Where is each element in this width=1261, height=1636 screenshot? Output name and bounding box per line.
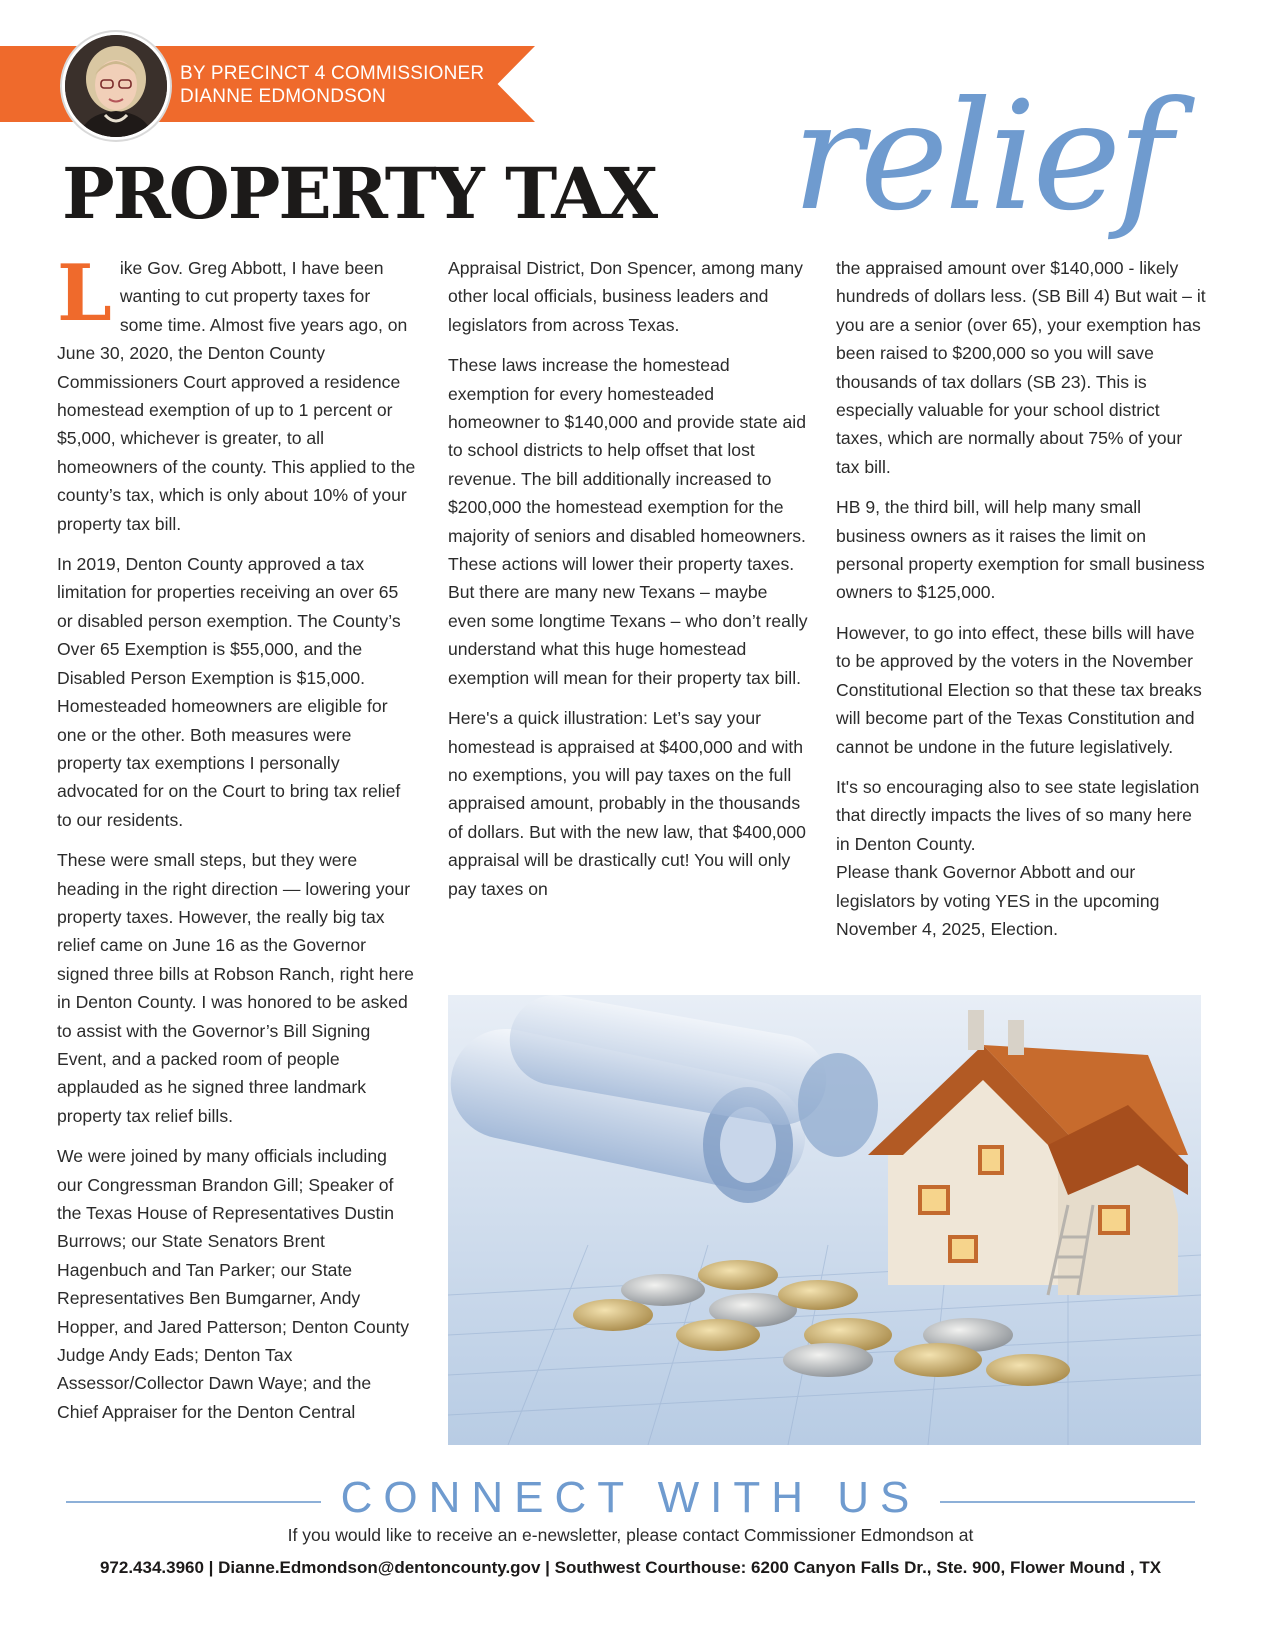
connect-title: CONNECT WITH US	[340, 1473, 921, 1522]
paragraph: However, to go into effect, these bills will have to be approved by the voters in the November Constitutional Election so that these tax breaks will become part of the Texas Constitution and cannot be undone in the future legislatively.	[836, 622, 1202, 757]
headline-script: relief	[792, 70, 1169, 244]
paragraph: the appraised amount over $140,000 - likely hundreds of dollars less. (SB Bill 4) But wait – it you are a senior (over 65), your exemption has been raised to $200,000 so you will save thousands of tax dollars (SB 23). This is especially valuable for your school district taxes, which are normally about 75% of your tax bill.	[836, 258, 1206, 477]
article-column-2	[448, 254, 808, 915]
house-coins-photo	[448, 995, 1201, 1445]
paragraph: These laws increase the homestead exemption for every homesteaded homeowner to $140,000 and provide state aid to school districts to help offset that lost revenue. The bill additionally increased to $200,000 the homestead exemption for the majority of seniors and disabled homeowners. These actions will lower their property taxes. But there are many new Texans – maybe even some longtime Texans – who don’t really understand what this huge homestead exemption will mean for their property tax bill.	[448, 355, 808, 688]
paragraph: We were joined by many officials including our Congressman Brandon Gill; Speaker of the Texas House of Representatives Dustin Burrows; our State Senators Brent Hagenbuch and Tan Parker; our State Representatives Ben Bumgarner, Andy Hopper, and Jared Patterson; Denton County Judge Andy Eads; Denton Tax Assessor/Collector Dawn Waye; and the Chief Appraiser for the Denton Central	[57, 1146, 410, 1422]
headline-main: PROPERTY TAX	[62, 152, 657, 235]
paragraph: In 2019, Denton County approved a tax limitation for properties receiving an over 65 or disabled person exemption. The County’s Over 65 Exemption is $55,000, and the Disabled Person Exemption is $15,000. Homesteaded homeowners are eligible for one or the other. Both measures were property tax exemptions I personally advocated for on the Court to bring tax relief to our residents.	[57, 554, 401, 830]
byline-title: BY PRECINCT 4 COMMISSIONER	[180, 63, 485, 84]
article-column-3	[836, 254, 1206, 955]
newsletter-text: If you would like to receive an e-newsletter, please contact Commissioner Edmondson at	[287, 1525, 974, 1545]
author-photo	[62, 32, 170, 140]
byline	[180, 62, 484, 108]
paragraph: Please thank Governor Abbott and our legislators by voting YES in the upcoming November 4, 2025, Election.	[836, 862, 1160, 939]
article-column-1	[57, 248, 417, 1438]
paragraph: It's so encouraging also to see state legislation that directly impacts the lives of so many here in Denton County.	[836, 776, 1200, 854]
paragraph: These were small steps, but they were heading in the right direction — lowering your property taxes. However, the really big tax relief came on June 16 as the Governor signed three bills at Robson Ranch, right here in Denton County. I was honored to be asked to assist with the Governor’s Bill Signing Event, and a packed room of people applauded as he signed three landmark property tax relief bills.	[57, 850, 414, 1126]
portrait-image	[65, 35, 167, 137]
paragraph	[57, 248, 417, 538]
paragraph-text: ike Gov. Greg Abbott, I have been wanting to cut property taxes for some time. Almost five years ago, on June 30, 2020, the Denton County Commissioners Court approved a residence homestead exemption of up to 1 percent or $5,000, whichever is greater, to all homeowners of the county. This applied to the county’s tax, which is only about 10% of your property tax bill.	[57, 258, 416, 534]
paragraph: Appraisal District, Don Spencer, among many other local officials, business leaders and legislators from across Texas.	[448, 258, 803, 335]
house-coins-image	[448, 995, 1201, 1445]
drop-cap: L	[57, 248, 112, 339]
contact-info: 972.434.3960 | Dianne.Edmondson@dentoncounty.gov | Southwest Courthouse: 6200 Canyon Falls Dr., Ste. 900, Flower Mound , TX	[99, 1558, 1162, 1577]
paragraph: HB 9, the third bill, will help many small business owners as it raises the limit on personal property exemption for small business owners to $125,000.	[836, 497, 1205, 603]
byline-name: DIANNE EDMONDSON	[180, 86, 386, 107]
paragraph: Here's a quick illustration: Let’s say your homestead is appraised at $400,000 and with no exemptions, you will pay taxes on the full appraised amount, probably in the thousands of dollars. But with the new law, that $400,000 appraisal will be drastically cut! You will only pay taxes on	[448, 708, 806, 899]
